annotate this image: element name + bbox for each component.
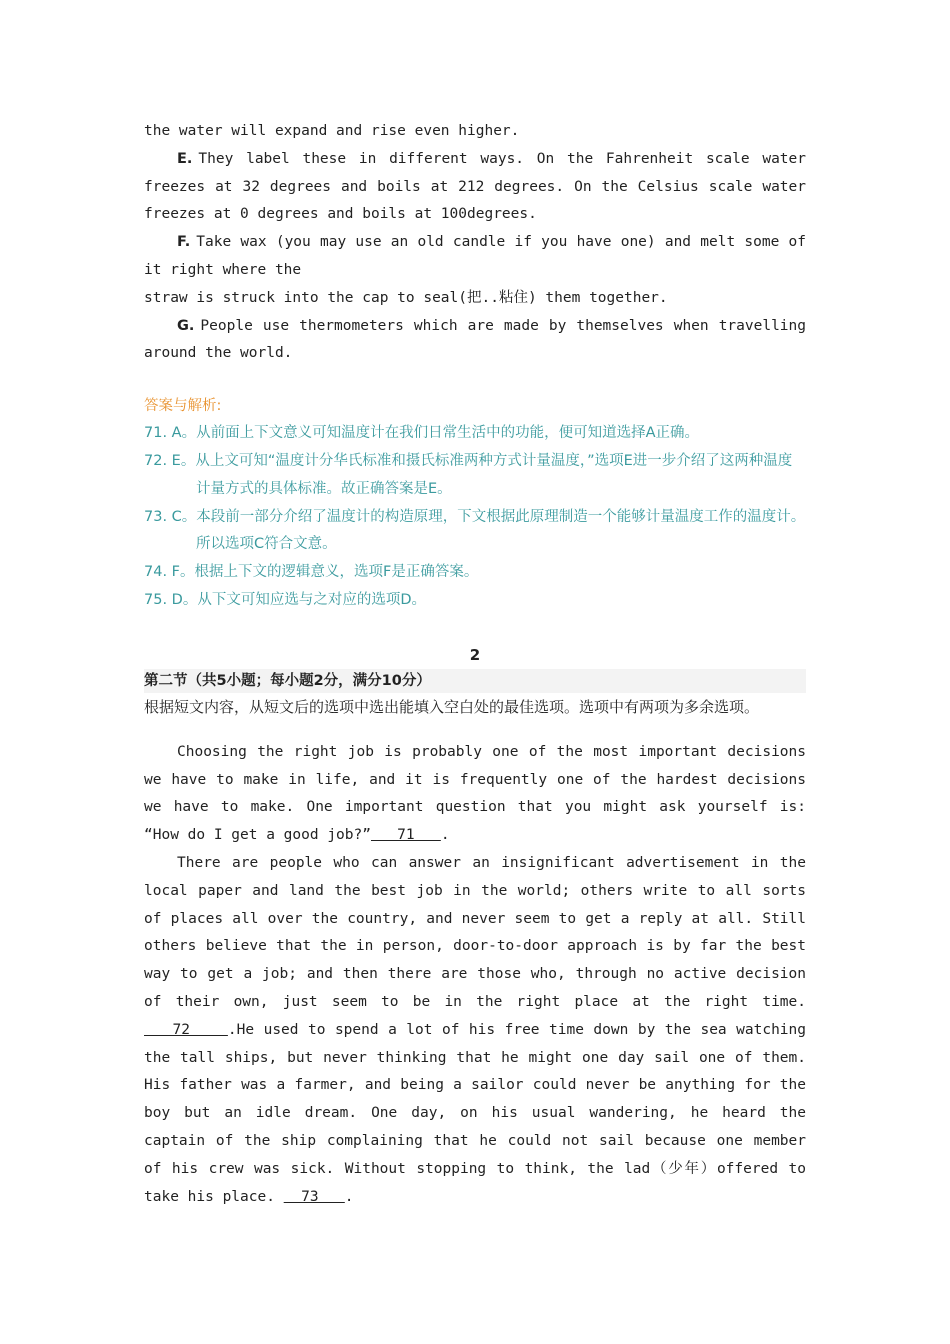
option-e [144, 146, 806, 229]
blank-71: 71 [370, 827, 441, 844]
passage-text: . [440, 827, 450, 844]
answer-item: 72. E。从上文可知“温度计分华氏标准和摄氏标准两种方式计量温度，”选项E进一步介绍了这两种温度计量方式的具体标准。故正确答案是E。 [144, 452, 793, 497]
option-f-continuation: straw is struck into the cap to seal(把..粘住) them together. [144, 289, 668, 306]
option-text: Take wax (you may use an old candle if you have one) and melt some of it right where the [144, 234, 806, 278]
option-f [144, 229, 806, 285]
passage-paragraph-1 [144, 739, 806, 850]
passage-paragraph-2 [144, 850, 806, 1211]
passage-text: Choosing the right job is probably one of the most important decisions we have to make in life, and it is frequently one of the hardest decisions we have to make. One important question that you might ask yourself is: “How do I get a good job?” [144, 743, 806, 844]
option-d-continuation: the water will expand and rise even higher. [144, 123, 520, 139]
option-letter: F. [177, 234, 191, 251]
section-instruction: 根据短文内容，从短文后的选项中选出能填入空白处的最佳选项。选项中有两项为多余选项。 [144, 697, 760, 716]
section-heading: 第二节（共5小题；每小题2分，满分10分） [144, 669, 806, 693]
option-letter: E. [177, 150, 193, 167]
option-g [144, 313, 806, 369]
answer-item: 75. D。从下文可知应选与之对应的选项D。 [144, 591, 426, 608]
option-letter: G. [177, 317, 195, 334]
page-number: 2 [469, 645, 481, 664]
passage-text: . [344, 1188, 354, 1205]
option-text: People use thermometers which are made by themselves when travelling around the world. [144, 317, 806, 362]
passage-text: .He used to spend a lot of his free time down by the sea watching the tall ships, but never thinking that he might one day sail one of them. His father was a farmer, and being a sailor could never be anything for the boy but an idle dream. One day, on his usual wandering, he heard the captain of the ship complaining that he could not sail because one member of his crew was sick. Without stopping to think, the lad（少年）offered to take his place. [144, 1021, 806, 1205]
option-text: They label these in different ways. On the Fahrenheit scale water freezes at 32 degrees and boils at 212 degrees. On the Celsius scale water freezes at 0 degrees and boils at 100degrees. [144, 150, 806, 223]
document-page [144, 118, 806, 1211]
answer-item: 71. A。从前面上下文意义可知温度计在我们日常生活中的功能，便可知道选择A正确。 [144, 425, 700, 442]
answer-item: 74. F。根据上下文的逻辑意义，选项F是正确答案。 [144, 564, 479, 581]
passage-text: There are people who can answer an insignificant advertisement in the local paper and land the best job in the world; others write to all sorts of places all over the country, and never seem to get a reply at all. Still others believe that the in person, door-to-door approach is by far the best way to get a job; and then there are those who, through no active decision of their own, just seem to be in the right place at the right time. [144, 854, 806, 1010]
blank-72: 72 [144, 1021, 228, 1038]
blank-73: 73 [283, 1188, 345, 1205]
answer-item: 73. C。本段前一部分介绍了温度计的构造原理，下文根据此原理制造一个能够计量温度工作的温度计。所以选项C符合文意。 [144, 508, 806, 553]
answers-heading: 答案与解析: [144, 398, 222, 415]
